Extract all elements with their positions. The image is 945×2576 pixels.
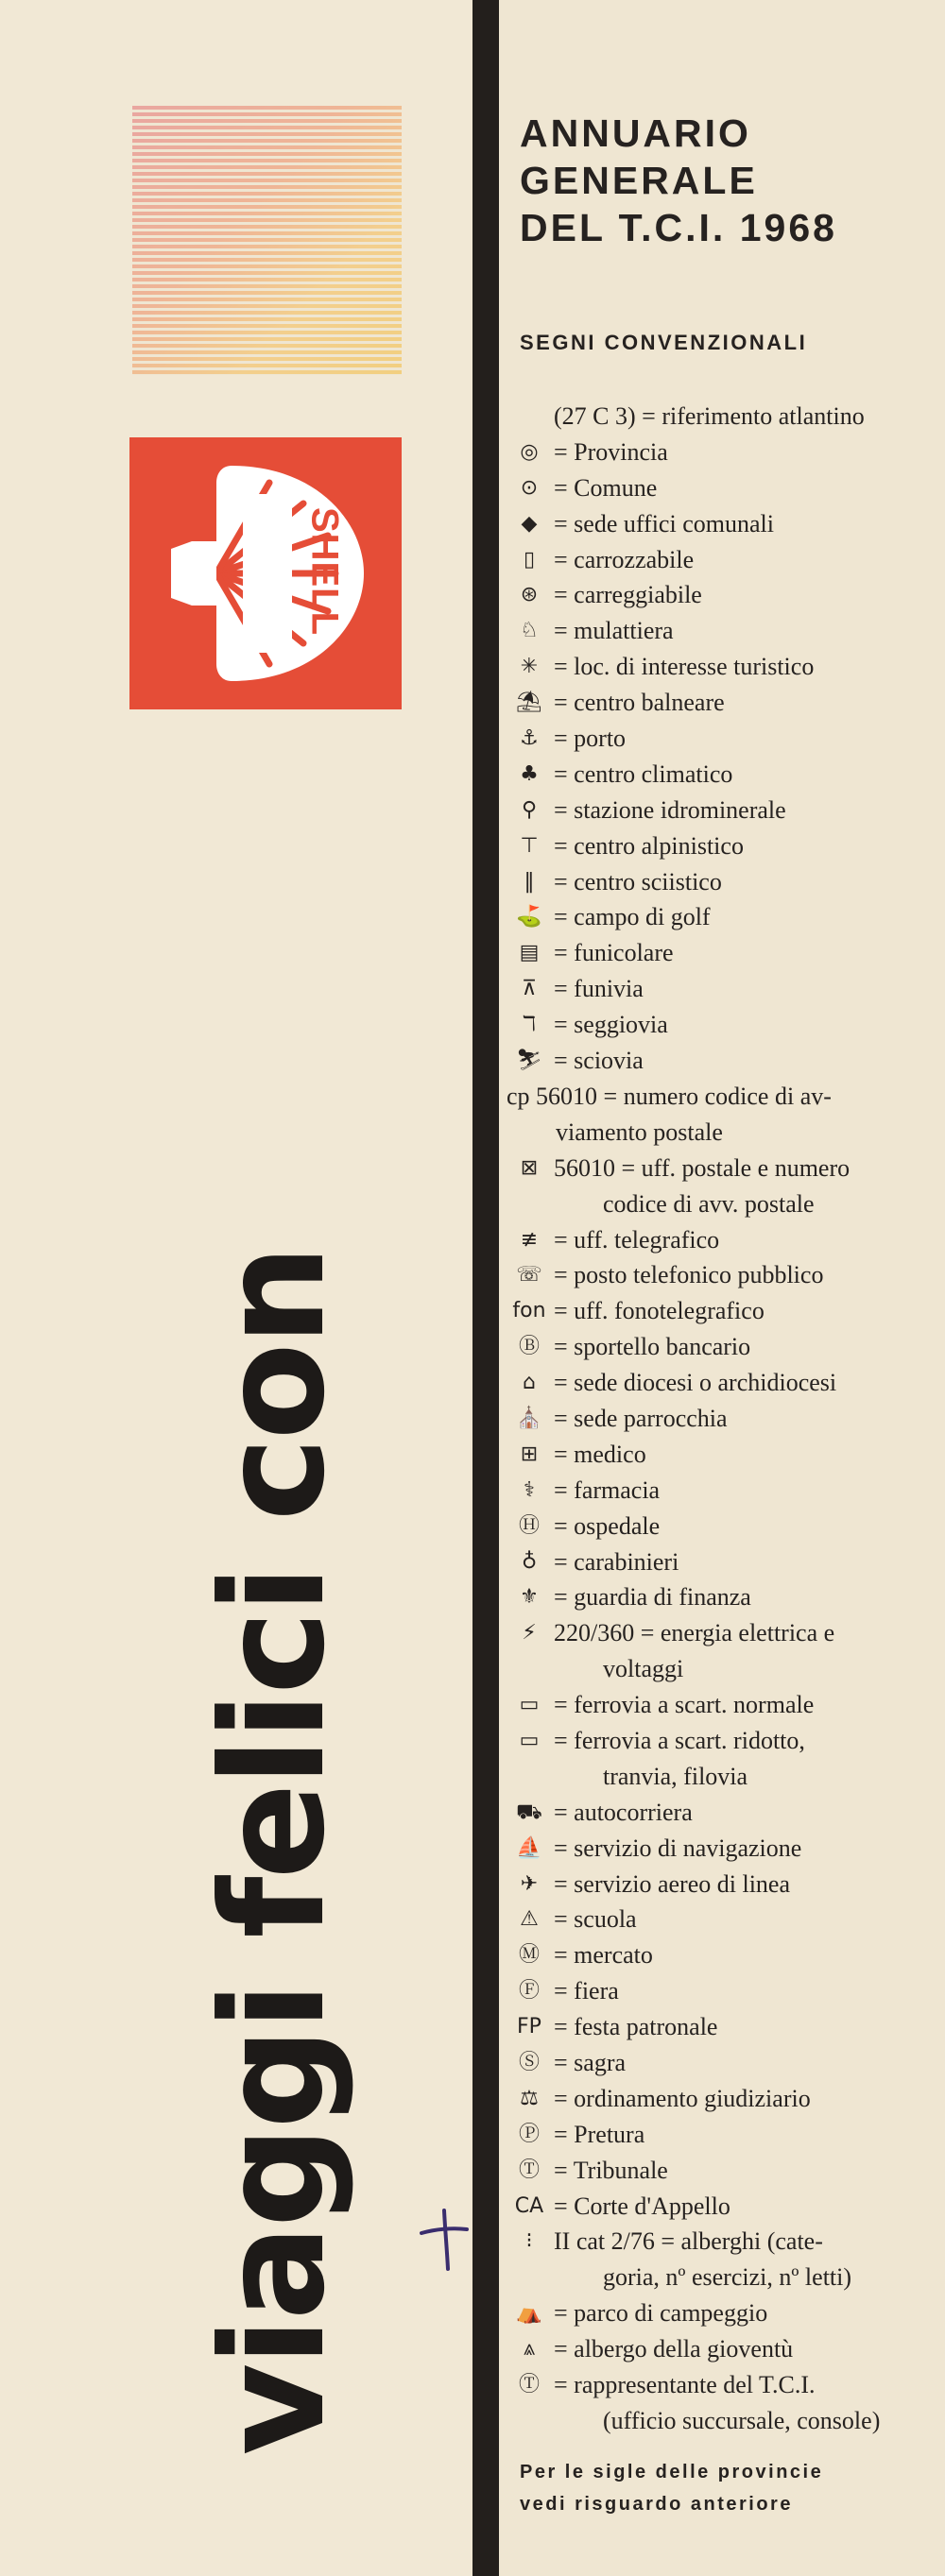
legend-item-line: = funivia (554, 975, 644, 1003)
phonotelegraph-icon: fon (512, 1299, 546, 1323)
legend-item-text (554, 1687, 814, 1723)
legend-item-text (554, 1329, 750, 1365)
legend-item-line: (ufficio succursale, console) (603, 2406, 881, 2434)
doctor-cross-icon: ⊞ (520, 1442, 539, 1466)
legend-item-line: = ordinamento giudiziario (554, 2084, 811, 2112)
legend-item-line: 56010 = uff. postale e numero (554, 1153, 850, 1182)
legend-item (507, 2224, 941, 2295)
legend-item (507, 542, 941, 578)
legend-item-line: = parco di campeggio (554, 2299, 768, 2328)
footer-line: vedi risguardo anteriore (520, 2494, 793, 2515)
tram-icon: ▭ (519, 1729, 540, 1752)
legend-item-text (554, 935, 674, 971)
school-icon: ⚠ (520, 1907, 539, 1932)
legend-item-text (554, 2331, 793, 2367)
legend-item-line: = Comune (554, 473, 658, 502)
shell-logo-text: SHELL (303, 506, 346, 637)
legend-item (507, 935, 941, 971)
sagra-icon: Ⓢ (518, 2051, 540, 2075)
legend-item-text (554, 2367, 880, 2439)
telephone-icon: ☏ (516, 1263, 542, 1288)
legend-item-text (554, 1401, 728, 1437)
electric-icon: ⚡ (522, 1621, 537, 1646)
legend-item (507, 899, 941, 935)
legend-item-text (554, 1007, 668, 1043)
boat-icon: ⛵ (516, 1835, 542, 1860)
scales-icon: ⚖ (520, 2086, 539, 2110)
legend-item-text (554, 864, 722, 900)
legend-item-text (554, 793, 786, 828)
legend-item-text (554, 1257, 823, 1293)
legend-item-line: = carrozzabile (554, 545, 695, 573)
legend-item (507, 2367, 941, 2439)
legend-item (507, 793, 941, 828)
pen-cross-mark-icon (416, 2201, 472, 2277)
legend-item-line: = scuola (554, 1905, 637, 1934)
legend-item (507, 1079, 941, 1151)
legend-item-line: = centro climatico (554, 759, 733, 788)
legend-item-line: tranvia, filovia (603, 1762, 748, 1790)
legend-item (507, 1043, 941, 1079)
legend-item (507, 864, 941, 900)
pharmacy-icon: ⚕ (524, 1477, 535, 1502)
legend-item-line: = centro balneare (554, 689, 725, 717)
legend-item-line: = funicolare (554, 939, 674, 967)
legend-item-line: goria, nº esercizi, nº letti) (603, 2263, 852, 2292)
legend-item-line: = Tribunale (554, 2156, 668, 2184)
legend-item-text (554, 1902, 637, 1937)
legend-item-line: = sciovia (554, 1047, 644, 1075)
legend-item (507, 613, 941, 649)
cover-panel (0, 0, 471, 2576)
legend-item-text (554, 721, 626, 757)
appeal-court-icon: CA (514, 2193, 544, 2218)
parish-icon: ⛪ (516, 1406, 542, 1430)
legend-item-line: = seggiovia (554, 1011, 668, 1039)
legend-item (507, 1902, 941, 1937)
legend-item-line: = campo di golf (554, 903, 711, 931)
legend-item-line: = posto telefonico pubblico (554, 1261, 824, 1289)
ski-lift-icon: ⛷ (516, 1049, 542, 1073)
legend-item-line: = sportello bancario (554, 1333, 751, 1361)
yearbook-title (520, 110, 936, 251)
legend-item-line: = uff. telegrafico (554, 1225, 720, 1254)
double-circle-icon: ◎ (520, 439, 539, 464)
footer-note (520, 2456, 936, 2520)
legend-item (507, 2045, 941, 2081)
title-line: GENERALE (520, 159, 758, 202)
legend-item-text (554, 506, 774, 542)
tci-representative-icon: Ⓣ (518, 2373, 540, 2397)
title-line: ANNUARIO (520, 111, 751, 155)
legend-item-line: = carreggiabile (554, 581, 702, 609)
bus-icon: ⛟ (516, 1800, 542, 1824)
title-line: DEL T.C.I. 1968 (520, 206, 837, 249)
spring-icon: ⚲ (521, 797, 538, 822)
legend-item-text (554, 1043, 644, 1079)
legend-item (507, 1831, 941, 1867)
legend-item-line: = ospedale (554, 1511, 661, 1540)
legend-item-text (554, 1973, 619, 2009)
legend-item-line: = porto (554, 725, 627, 753)
legend-item (507, 1293, 941, 1329)
legend-item-line: = rappresentante del T.C.I. (554, 2371, 816, 2399)
legend-item-text (554, 2009, 717, 2045)
legend-item-line: = stazione idrominerale (554, 795, 786, 824)
legend-item (507, 399, 941, 435)
legend-item-line: = albergo della gioventù (554, 2335, 794, 2363)
legend-item-text (507, 1079, 832, 1151)
spine-bar (472, 0, 499, 2576)
road-marker-icon: ▯ (523, 547, 536, 571)
legend-item (507, 971, 941, 1007)
legend-item (507, 2117, 941, 2153)
legend-item-line: codice di avv. postale (603, 1189, 815, 1218)
legend-item-line: = Provincia (554, 437, 668, 466)
legend-item (507, 2331, 941, 2367)
legend-item-text (554, 971, 644, 1007)
legend-item-text (554, 2189, 730, 2225)
legend-item-text (554, 1222, 719, 1258)
legend-item-text (554, 2081, 811, 2117)
postal-box-icon: ⊠ (520, 1155, 539, 1180)
legend-item-line: = mulattiera (554, 617, 674, 645)
legend-title: SEGNI CONVENZIONALI (520, 331, 808, 354)
shell-logo (129, 437, 402, 709)
legend-item-text (554, 1723, 805, 1795)
legend-item (507, 2189, 941, 2225)
bank-icon: Ⓑ (518, 1335, 540, 1359)
legend-item-line: = mercato (554, 1941, 653, 1970)
asterisk-icon: ✳ (520, 655, 539, 679)
legend-item-line: = autocorriera (554, 1798, 693, 1826)
legend-item (507, 1401, 941, 1437)
legend-item (507, 1151, 941, 1222)
legend-item (507, 506, 941, 542)
cable-car-icon: ⊼ (521, 977, 538, 1001)
legend-item (507, 1687, 941, 1723)
market-icon: Ⓜ (518, 1943, 540, 1968)
legend-item-line: = servizio aereo di linea (554, 1869, 790, 1898)
tribunal-icon: Ⓣ (518, 2158, 540, 2182)
legend-item (507, 1509, 941, 1544)
finance-guard-icon: ⚜ (520, 1585, 539, 1610)
legend-item (507, 1007, 941, 1043)
legend-item (507, 828, 941, 864)
legend-item-line: = sede uffici comunali (554, 509, 774, 537)
legend-item-line: (27 C 3) = riferimento atlantino (554, 402, 865, 430)
legend-item-text (554, 685, 725, 721)
legend-item-line: = guardia di finanza (554, 1583, 751, 1612)
telegraph-icon: ≢ (520, 1227, 539, 1252)
dot-circle-icon: ⊙ (520, 475, 539, 500)
legend-item-line: = centro alpinistico (554, 831, 744, 860)
legend-item-line: = carabinieri (554, 1547, 679, 1576)
legend-item (507, 1973, 941, 2009)
hotel-icon: ⁝ (525, 2229, 533, 2254)
legend-item-line: = loc. di interesse turistico (554, 653, 815, 681)
diocese-icon: ⌂ (523, 1371, 536, 1395)
legend-item-text (554, 1365, 836, 1401)
legend-item-text (554, 1151, 850, 1222)
legend-item-text (554, 1293, 765, 1329)
legend-item-line: = fiera (554, 1977, 619, 2005)
legend-item-text (554, 577, 702, 613)
train-icon: ▭ (519, 1693, 540, 1717)
legend-item (507, 435, 941, 470)
slogan: viaggi felici con (192, 1247, 356, 2456)
legend-item (507, 2081, 941, 2117)
fair-icon: Ⓕ (518, 1979, 540, 2004)
footer-line: Per le sigle delle provincie (520, 2462, 824, 2482)
legend-item-line: II cat 2/76 = alberghi (cate- (554, 2227, 823, 2256)
legend-item (507, 1473, 941, 1509)
wheel-icon: ⊛ (520, 583, 539, 607)
patron-feast-icon: FP (517, 2015, 541, 2039)
mule-icon: ♘ (520, 619, 539, 643)
legend-panel (499, 0, 945, 2576)
legend-item-text (554, 1437, 646, 1473)
legend-item-text (554, 899, 711, 935)
legend-item-line: = centro sciistico (554, 867, 722, 896)
legend-item (507, 1615, 941, 1687)
legend-item-text (554, 1473, 660, 1509)
legend-item (507, 1365, 941, 1401)
legend-item-text (554, 613, 674, 649)
legend-item-line: 220/360 = energia elettrica e (554, 1619, 835, 1647)
legend-item-line: = sede parrocchia (554, 1404, 728, 1432)
striped-gradient-block (132, 106, 402, 375)
legend-item-line: = sede diocesi o archidiocesi (554, 1369, 837, 1397)
legend-item-text (554, 1544, 679, 1580)
legend-item-line: = Pretura (554, 2120, 645, 2148)
beach-umbrella-icon: ⛱ (516, 691, 542, 715)
chairlift-icon: ℸ (522, 1013, 537, 1037)
legend-item-text (554, 2117, 644, 2153)
legend-item-line: = Corte d'Appello (554, 2192, 730, 2220)
legend-item (507, 1329, 941, 1365)
legend-item-line: = servizio di navigazione (554, 1834, 802, 1862)
legend-item-line: voltaggi (603, 1655, 684, 1683)
camping-icon: ⛺ (516, 2301, 542, 2326)
legend-item (507, 1867, 941, 1902)
legend-item-text (554, 2224, 851, 2295)
legend-item-text (554, 435, 668, 470)
golf-icon: ⛳ (516, 905, 542, 930)
legend-item-text (554, 828, 744, 864)
legend-item-line: = ferrovia a scart. ridotto, (554, 1727, 805, 1754)
legend-item (507, 1937, 941, 1973)
legend-item (507, 685, 941, 721)
legend-item-text (554, 2045, 626, 2081)
carabinieri-icon: ♁ (521, 1549, 538, 1574)
legend-item-text (554, 757, 732, 793)
pretura-icon: Ⓟ (518, 2122, 540, 2146)
legend-item-line: = festa patronale (554, 2013, 718, 2041)
legend-item-text (554, 2295, 767, 2331)
legend-item (507, 1544, 941, 1580)
youth-hostel-icon: ⩓ (523, 2337, 536, 2362)
legend-item (507, 1579, 941, 1615)
legend-item (507, 2295, 941, 2331)
legend-item-line: = sagra (554, 2049, 627, 2077)
legend-item (507, 1257, 941, 1293)
anchor-icon: ⚓ (520, 726, 539, 751)
legend-item (507, 2153, 941, 2189)
legend-item-text (554, 1615, 834, 1687)
tree-icon: ♣ (520, 761, 539, 786)
legend-item-text (554, 1509, 660, 1544)
legend-item (507, 757, 941, 793)
legend-item-text (554, 1867, 790, 1902)
legend-item-text (554, 1579, 751, 1615)
legend-list (507, 399, 941, 2439)
legend-item-text (554, 649, 814, 685)
ice-axe-icon: ⊤ (520, 833, 539, 858)
airplane-icon: ✈ (520, 1871, 539, 1896)
legend-item-text (554, 470, 657, 506)
legend-item (507, 2009, 941, 2045)
scallop-shell-icon (129, 437, 402, 709)
hospital-icon: Ⓗ (518, 1513, 540, 1538)
legend-item-line: = medico (554, 1440, 646, 1468)
diamond-icon: ◆ (521, 511, 538, 536)
legend-item (507, 721, 941, 757)
legend-item-text (554, 2153, 668, 2189)
legend-item-line: viamento postale (556, 1117, 723, 1146)
legend-item (507, 649, 941, 685)
legend-item-line: cp 56010 = numero codice di av- (507, 1082, 832, 1110)
legend-item-text (554, 1831, 801, 1867)
legend-item (507, 1795, 941, 1831)
funicular-icon: ▤ (519, 941, 540, 965)
legend-item (507, 1723, 941, 1795)
legend-item (507, 577, 941, 613)
legend-item-text (554, 399, 865, 435)
legend-item-line: = farmacia (554, 1476, 661, 1504)
legend-item (507, 1222, 941, 1258)
legend-item (507, 1437, 941, 1473)
legend-item-text (554, 542, 694, 578)
legend-item-text (554, 1937, 653, 1973)
legend-item-line: = ferrovia a scart. normale (554, 1691, 815, 1719)
skis-icon: ‖ (524, 869, 535, 894)
legend-item-text (554, 1795, 693, 1831)
legend-item-line: = uff. fonotelegrafico (554, 1297, 765, 1325)
legend-item (507, 470, 941, 506)
